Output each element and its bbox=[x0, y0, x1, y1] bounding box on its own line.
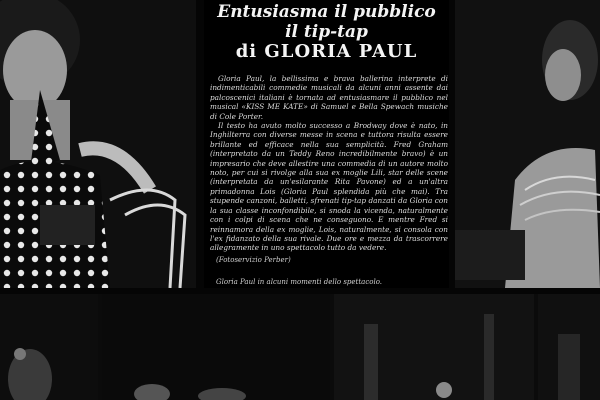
photo-stage-4 bbox=[538, 294, 600, 400]
article-column bbox=[204, 0, 449, 288]
costume-illustration bbox=[455, 0, 600, 288]
photo-credit: (Fotoservizio Perber) bbox=[216, 256, 291, 264]
headline-line-3: di GLORIA PAUL bbox=[235, 41, 418, 62]
photo-gloria-paul-costume bbox=[455, 0, 600, 288]
article-body bbox=[210, 74, 448, 253]
stage-illustration-1 bbox=[0, 294, 98, 400]
photo-stage-1 bbox=[0, 294, 98, 400]
photo-stage-3 bbox=[334, 294, 534, 400]
article-paragraph-2: Il testo ha avuto molto successo a Brodway dove è nato, in Inghilterra con diverse messe in scena e tuttora risulta essere brillante ed efficace nella sua semplicità. Fred Graham (interpretato da un Teddy Reno incredibilmente bravo) è un impresario che deve allestire una commedia di un autore molto noto, per cui si rivolge alla sua ex moglie Lili, star delle scene (interpretata da un'esilarante Rita Pavone) ed a un'altra primadonna Lois (Gloria Paul splendida più che mai). Tra stupende canzoni, balletti, sfrenati tip-tap danzati da Gloria con la sua classe inconfondibile, si snoda la vicenda, naturalmente con i colpi di scena che ne conseguono. E mentre Fred si reinnamora della ex moglie, Lois, naturalmente, si consola con l'ex fidanzato della sua rivale. Due ore e mezza da trascorrere allegramente in uno spettacolo tutto da vedere. bbox=[210, 121, 448, 253]
stage-illustration-4 bbox=[538, 294, 600, 400]
photo-stage-2 bbox=[102, 294, 330, 400]
photo-gloria-paul-portrait bbox=[0, 0, 196, 288]
portrait-illustration bbox=[0, 0, 196, 288]
headline-line-2: il tip-tap bbox=[285, 22, 368, 42]
gutter-vertical-right bbox=[449, 0, 455, 288]
gutter-vertical-left bbox=[196, 0, 204, 288]
photo-caption: Gloria Paul in alcuni momenti dello spettacolo. bbox=[216, 278, 383, 286]
headline-line-1: Entusiasma il pubblico bbox=[217, 2, 436, 22]
article-paragraph-1: Gloria Paul, la bellissima e brava ballerina interprete di indimenticabili commedie musicali da alcuni anni assente dai palcoscenici italiani è tornata ad entusiasmare il pubblico nel musical «KISS ME KATE» di Samuel e Bella Spewach musiche di Cole Porter. bbox=[210, 74, 448, 121]
stage-illustration-3 bbox=[334, 294, 534, 400]
stage-illustration-2 bbox=[102, 294, 330, 400]
